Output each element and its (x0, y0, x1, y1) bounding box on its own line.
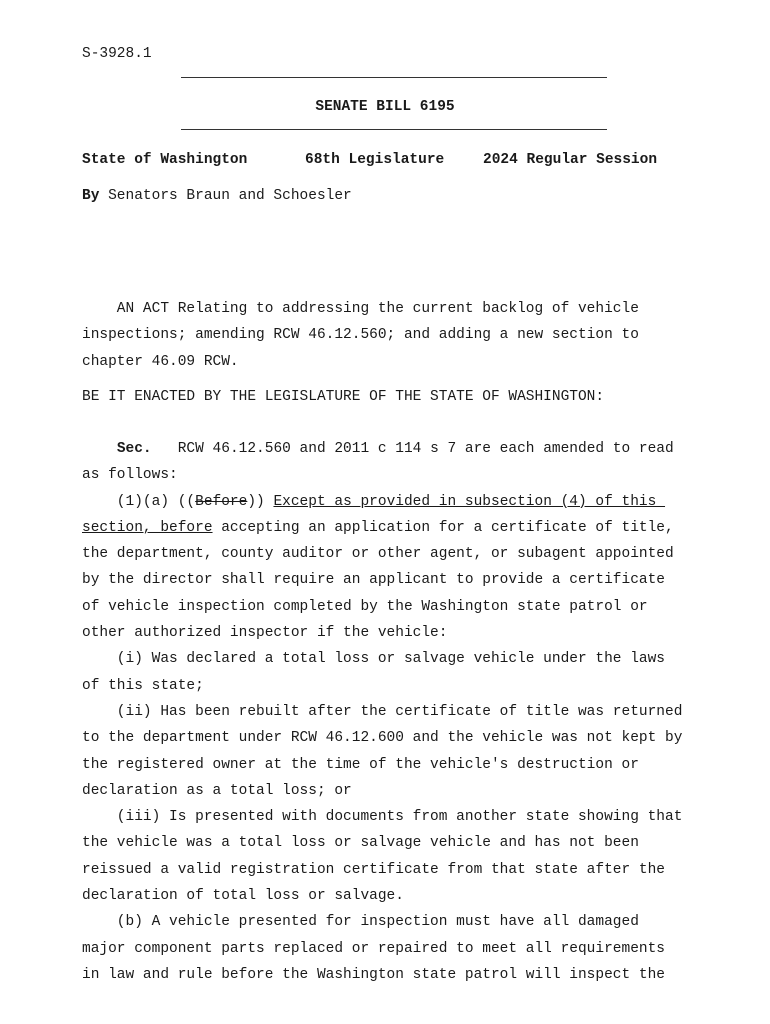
sponsors: Senators Braun and Schoesler (108, 188, 352, 204)
bill-title: SENATE BILL 6195 (315, 99, 455, 115)
sponsors-line (82, 188, 352, 204)
section-body: Sec. RCW 46.12.560 and 2011 c 114 s 7 are each amended to read as follows: (1)(a) ((Before)) Except as provided in subsection (4) of this section, before accepting an application for a certificate of title, the department, county auditor or other agent, or subagent appointed by the director shall require an applicant to provide a certificate of vehicle inspection completed by the Washington state patrol or other authorized inspector if the vehicle: (i) Was declared a total loss or salvage vehicle under the laws of this state; (ii) Has been rebuilt after the certificate of title was returned to the department under RCW 46.12.600 and the vehicle was not kept by the registered owner at the time of the vehicle's destruction or declaration as a total loss; or (iii) Is presented with documents from another state showing that the vehicle was a total loss or salvage vehicle and has not been reissued a valid registration certificate from that state after the declaration of total loss or salvage. (b) A vehicle presented for inspection must have all damaged major component parts replaced or repaired to meet all requirements in law and rule before the Washington state patrol will inspect the (82, 436, 722, 988)
legislature-label: 68th Legislature (305, 152, 445, 168)
subsection-1a-line1: (1)(a) ((Before)) Except as provided in subsection (4) of this (82, 493, 666, 510)
act-title: AN ACT Relating to addressing the current backlog of vehicle inspections; amending RCW 46.12.560; and adding a new section to chapter 46.09 RCW. (82, 301, 639, 370)
section-label: Sec. (116, 441, 152, 457)
subsection-1a-line2: section, before accepting an application for a certificate of title, (82, 519, 674, 536)
by-label: By (82, 188, 100, 204)
enacting-clause: BE IT ENACTED BY THE LEGISLATURE OF THE STATE OF WASHINGTON: (82, 389, 605, 405)
document-id: S-3928.1 (82, 46, 152, 62)
section-heading: Sec. RCW 46.12.560 and 2011 c 114 s 7 are each amended to read (116, 441, 674, 457)
state-label: State of Washington (82, 152, 248, 168)
title-top-rule (181, 77, 607, 78)
session-label: 2024 Regular Session (483, 152, 658, 168)
inserted-text: Except as provided in subsection (4) of this (273, 493, 666, 510)
inserted-text: section, before (82, 519, 213, 536)
title-bottom-rule (181, 129, 607, 130)
deleted-text: Before (195, 493, 248, 510)
